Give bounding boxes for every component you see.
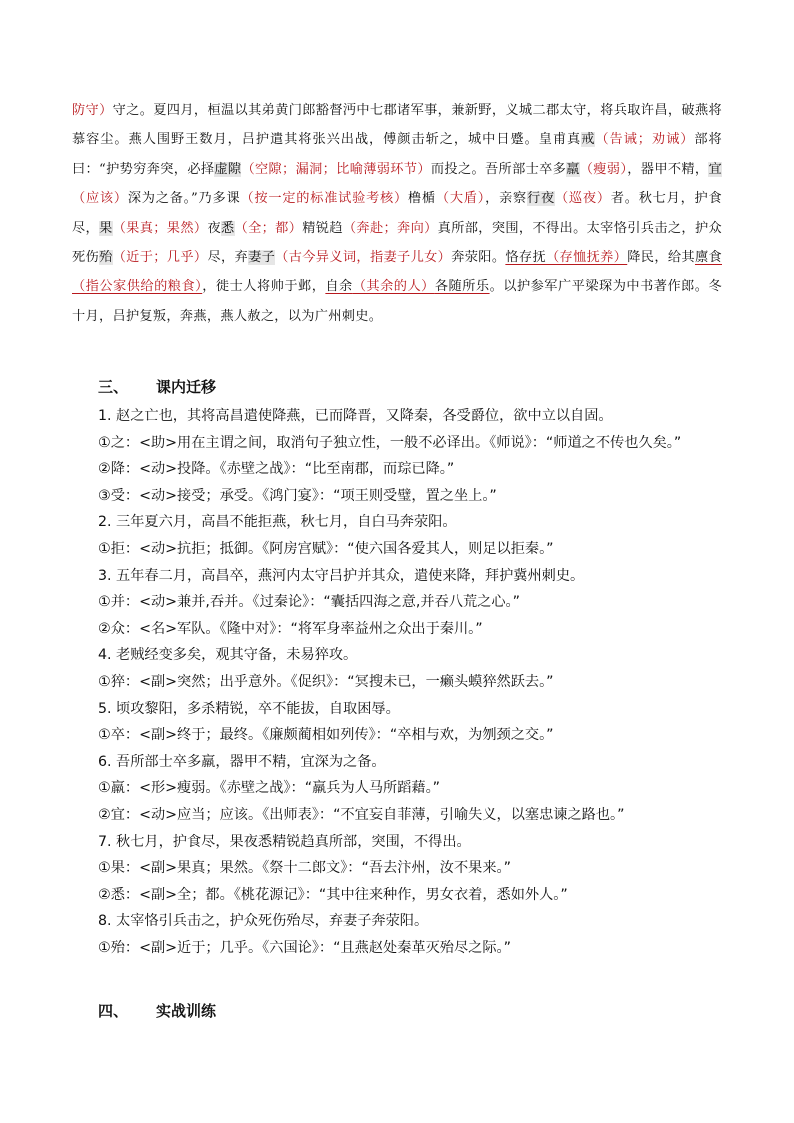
gloss-line: ①拒：<动>抗拒；抵御。《阿房宫赋》：“使六国各爱其人，则足以拒秦。”	[98, 540, 554, 557]
section-number: 三、	[98, 378, 129, 396]
passage-text: 悉	[220, 220, 235, 236]
gloss-annotation: （大盾）	[435, 191, 486, 207]
gloss-line: ①之：<助>用在主谓之间，取消句子独立性，一般不必译出。《师说》：“师道之不传也久矣。”	[98, 434, 682, 451]
gloss-annotation: （古今异义词，指妻子儿女）	[275, 250, 452, 266]
passage-text: ，器甲不精，	[627, 161, 709, 177]
passage-text: 真所部，突围，不得出。太宰恪引兵击之，护众死伤	[72, 220, 722, 266]
gloss-annotation: 防守）	[72, 103, 113, 118]
gloss-annotation: （巡夜）	[554, 191, 611, 207]
gloss-annotation: （奔赴；奔向）	[342, 220, 438, 236]
passage-text: 精锐趋	[302, 220, 343, 236]
passage-text: 各随所乐	[434, 279, 490, 295]
passage-text: 恪存抚	[505, 250, 546, 266]
gloss-line: ②众：<名>军队。《隆中对》：“将军身率益州之众出于秦川。”	[98, 620, 483, 637]
passage-text: 降民，给其	[627, 250, 695, 266]
passage-text: 廪食	[694, 250, 722, 266]
passage-text: 殆	[99, 250, 113, 266]
gloss-annotation: （其余的人）	[352, 279, 435, 295]
passage-text: 戒	[581, 132, 596, 148]
passage-text: 部将曰：“护势穷奔突，必择	[72, 132, 722, 177]
gloss-annotation: （近于；几乎）	[112, 250, 208, 266]
passage-text: 而投之。吾所部士卒多	[430, 161, 567, 177]
sentence-line: 8. 太宰恪引兵击之，护众死伤殆尽，弃妻子奔荥阳。	[98, 913, 429, 930]
gloss-line: ①果：<副>果真；果然。《祭十二郎文》：“吾去汴州，汝不果来。”	[98, 860, 511, 877]
passage-text: 夜	[207, 220, 221, 236]
gloss-line: ①卒：<副>终于；最终。《廉颇蔺相如列传》：“卒相与欢，为刎颈之交。”	[98, 727, 554, 744]
passage-text: 者。秋七月，护食尽，	[72, 191, 722, 236]
gloss-line: ②悉：<副>全；都。《桃花源记》：“其中往来种作，男女衣着，悉如外人。”	[98, 886, 568, 903]
passage-text: ，亲察	[485, 191, 528, 207]
gloss-line: ①羸：<形>瘦弱。《赤壁之战》：“羸兵为人马所蹈藉。”	[98, 780, 441, 797]
passage-text: 宜	[708, 161, 722, 177]
passage-text: 。以护参军广平梁琛为中书著作郎。冬十月，吕护复叛，奔燕，燕人赦之，以为广州刺史。	[72, 279, 722, 324]
gloss-line: ①猝：<副>突然；出乎意外。《促织》：“冥搜未已，一癞头蟆猝然跃去。”	[98, 673, 554, 690]
passage-text: 奔荥阳。	[451, 250, 506, 266]
section-title: 课内迁移	[156, 378, 217, 396]
passage-text: 妻子	[248, 250, 276, 266]
passage-text: 羸	[566, 161, 580, 177]
passage-text: ，徙士人将帅于邺，	[202, 279, 326, 295]
sentence-line: 1. 赵之亡也，其将高昌遣使降燕，已而降晋，又降秦，各受爵位，欲中立以自固。	[98, 408, 613, 424]
passage-text: 尽，弃	[207, 250, 249, 266]
gloss-annotation: （空隙；漏洞；比喻薄弱环节）	[241, 161, 431, 177]
section-number: 四、	[98, 1002, 129, 1020]
passage-text: 虚隙	[214, 161, 242, 177]
gloss-annotation: （告诫；劝诫）	[595, 132, 695, 148]
section-heading-4	[98, 1000, 216, 1021]
sentence-line: 2. 三年夏六月，高昌不能拒燕，秋七月，自白马奔荥阳。	[98, 514, 457, 531]
sentence-line: 4. 老贼经变多矣，观其守备，未易猝攻。	[98, 647, 358, 664]
gloss-annotation: （瘦弱）	[579, 161, 628, 177]
passage-text: 橹楯	[407, 191, 436, 207]
passage-text: 果	[99, 220, 113, 236]
sentence-line: 5. 顷攻黎阳，多杀精锐，卒不能拔，自取困辱。	[98, 700, 400, 717]
content-lines	[98, 403, 738, 961]
passage-text: 行夜	[527, 191, 555, 207]
gloss-line: ②宜：<动>应当；应该。《出师表》：“不宜妄自菲薄，引喻失义，以塞忠谏之路也。”	[98, 806, 625, 823]
section-title: 实战训练	[156, 1002, 217, 1020]
sentence-line: 3. 五年春二月，高昌卒，燕河内太守吕护并其众，遣使来降，拜护冀州刺史。	[98, 567, 585, 584]
gloss-annotation: （存恤抚养）	[546, 250, 628, 266]
gloss-line: ①并：<动>兼并,吞并。《过秦论》：“囊括四海之意,并吞八荒之心。”	[98, 594, 520, 611]
gloss-annotation: （果真；果然）	[112, 220, 208, 236]
gloss-annotation: （全；都）	[234, 220, 303, 236]
sentence-line: 6. 吾所部士卒多羸，器甲不精，宜深为之备。	[98, 753, 386, 770]
sentence-line: 7. 秋七月，护食尽，果夜悉精锐趋真所部，突围，不得出。	[98, 833, 471, 850]
passage-text: 深为之备。”乃多课	[127, 191, 241, 207]
gloss-annotation: （按一定的标准试验考核）	[240, 191, 408, 207]
gloss-annotation: （应该）	[72, 191, 128, 207]
gloss-line: ②降：<动>投降。《赤壁之战》：“比至南郡，而琮已降。”	[98, 461, 455, 478]
section-heading-3	[98, 376, 216, 397]
passage-text: 守之。夏四月，桓温以其弟黄门郎豁督沔中七郡诸军事，兼新野，义城二郡太守，将兵取许昌，破燕将慕容尘。燕人围野王数月，吕护遣其将张兴出战，傅颜击斩之，城中日蹙。皇甫真	[72, 103, 723, 148]
gloss-annotation: （指公家供给的粮食）	[72, 279, 203, 295]
passage-text: 自余	[325, 279, 353, 295]
gloss-line: ①殆：<副>近于；几乎。《六国论》：“且燕赵处秦革灭殆尽之际。”	[98, 939, 511, 956]
annotated-passage	[72, 96, 722, 331]
gloss-line: ③受：<动>接受；承受。《鸿门宴》：“项王则受璧，置之坐上。”	[98, 487, 497, 504]
